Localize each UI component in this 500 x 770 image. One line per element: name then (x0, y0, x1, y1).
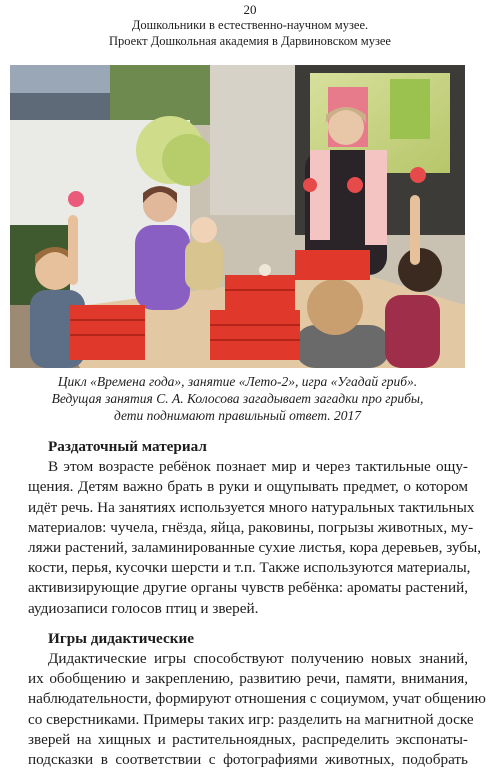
photo-illustration (10, 65, 465, 368)
section-paragraph (28, 457, 482, 619)
text-line: наблюдательности, формируют отношения с социумом, учат общению (28, 690, 486, 708)
text-line: идёт речь. На занятиях используется много натуральных тактильных (28, 498, 475, 516)
section-title: Игры дидактические (48, 629, 194, 647)
text-line: со сверстниками. Примеры таких игр: разделить на магнитной доске (28, 710, 474, 728)
text-line: их обобщению и закреплению, развитию речи, памяти, внимания, (28, 670, 468, 688)
section-title: Раздаточный материал (48, 438, 207, 455)
section-paragraph (28, 649, 486, 770)
running-head-line: Дошкольники в естественно-научном музее. (131, 18, 369, 32)
text-line: кости, перья, кусочки шерсти и т.п. Также используются материалы, (28, 559, 471, 577)
text-line: активизирующие другие органы чувств ребёнка: ароматы растений, (28, 579, 468, 597)
caption-line: Ведущая занятия С. А. Колосова загадывает загадки про грибы, (51, 391, 424, 406)
page-number: 20 (243, 2, 257, 17)
text-line: ляжи растений, заламинированные сухие листья, кора деревьев, зубы, (28, 539, 482, 557)
caption-line: Цикл «Времена года», занятие «Лето-2», игра «Угадай гриб». (57, 374, 418, 389)
lesson-photo (10, 65, 465, 368)
text-line: Дидактические игры способствуют получению новых знаний, (48, 650, 468, 668)
photo-caption (10, 373, 465, 424)
article-body (28, 437, 486, 770)
text-line: зверей на хищных и растительноядных, распределить экспонаты- (28, 730, 468, 748)
running-head-line: Проект Дошкольная академия в Дарвиновском музее (108, 34, 391, 48)
text-line: подсказки в соответствии с фотографиями животных, подобрать (28, 751, 468, 769)
text-line: щения. Детям важно брать в руки и ощупывать предмет, о котором (28, 478, 468, 496)
text-line: материалов: чучела, гнёзда, яйца, раковины, погрызы животных, му- (28, 518, 474, 536)
caption-line: дети поднимают правильный ответ. 2017 (114, 408, 361, 423)
running-head (0, 17, 500, 49)
text-line: аудиозаписи голосов птиц и зверей. (28, 599, 259, 617)
text-line: В этом возрасте ребёнок познает мир и через тактильные ощу- (48, 458, 468, 476)
